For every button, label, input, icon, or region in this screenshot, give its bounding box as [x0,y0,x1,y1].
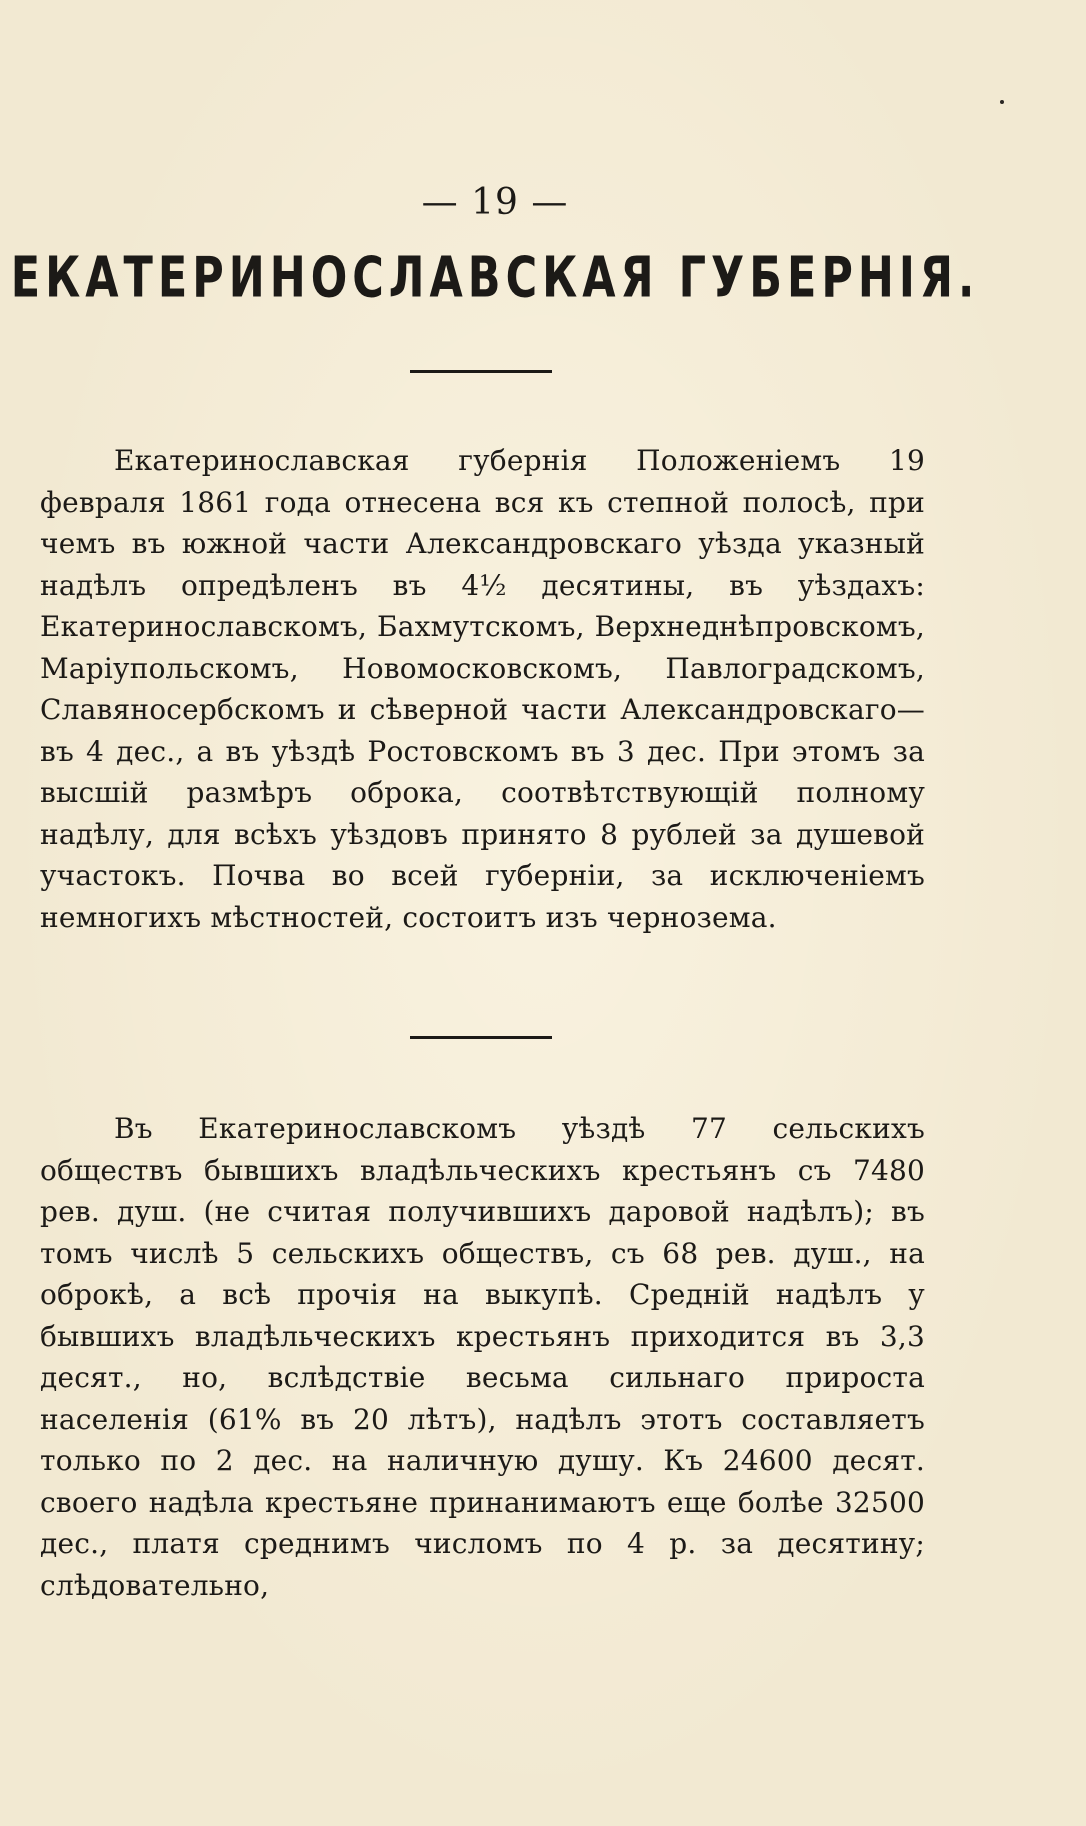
page-number: — 19 — [421,182,569,223]
print-speck [1000,100,1004,104]
paragraph-ekaterinoslav-uezd: Въ Екатеринославскомъ уѣздѣ 77 сельскихъ обществъ бывшихъ владѣльческихъ крестьянъ съ 7480 рев. душ. (не считая получившихъ даровой надѣлъ); въ томъ числѣ 5 сельскихъ обществъ, съ 68 рев. душ., на оброкѣ, а всѣ прочія на выкупѣ. Средній надѣлъ у бывшихъ владѣльческихъ крестьянъ приходится въ 3,3 десят., но, вслѣдствіе весьма сильнаго прироста населенія (61% въ 20 лѣтъ), надѣлъ этотъ составляетъ только по 2 дес. на наличную душу. Къ 24600 десят. своего надѣла крестьяне принанимаютъ еще болѣе 32500 дес., платя среднимъ числомъ по 4 р. за десятину; слѣдовательно, [40,1112,925,1602]
section-divider [410,370,552,373]
page-title: ЕКАТЕРИНОСЛАВСКАЯ ГУБЕРНІЯ. [10,246,980,311]
section-divider [410,1036,552,1039]
paragraph-intro: Екатеринославская губернія Положеніемъ 19 февраля 1861 года отнесена вся къ степной полосѣ, при чемъ въ южной части Александровскаго уѣзда указный надѣлъ опредѣленъ въ 4½ десятины, въ уѣздахъ: Екатеринославскомъ, Бахмутскомъ, Верхнеднѣпровскомъ, Маріупольскомъ, Новомосковскомъ, Павлоградскомъ, Славяносербскомъ и сѣверной части Александровскаго—въ 4 дес., а въ уѣздѣ Ростовскомъ въ 3 дес. При этомъ за высшій размѣръ оброка, соотвѣтствующій полному надѣлу, для всѣхъ уѣздовъ принято 8 рублей за душевой участокъ. Почва во всей губерніи, за исключеніемъ немногихъ мѣстностей, состоитъ изъ чернозема. [40,444,925,934]
